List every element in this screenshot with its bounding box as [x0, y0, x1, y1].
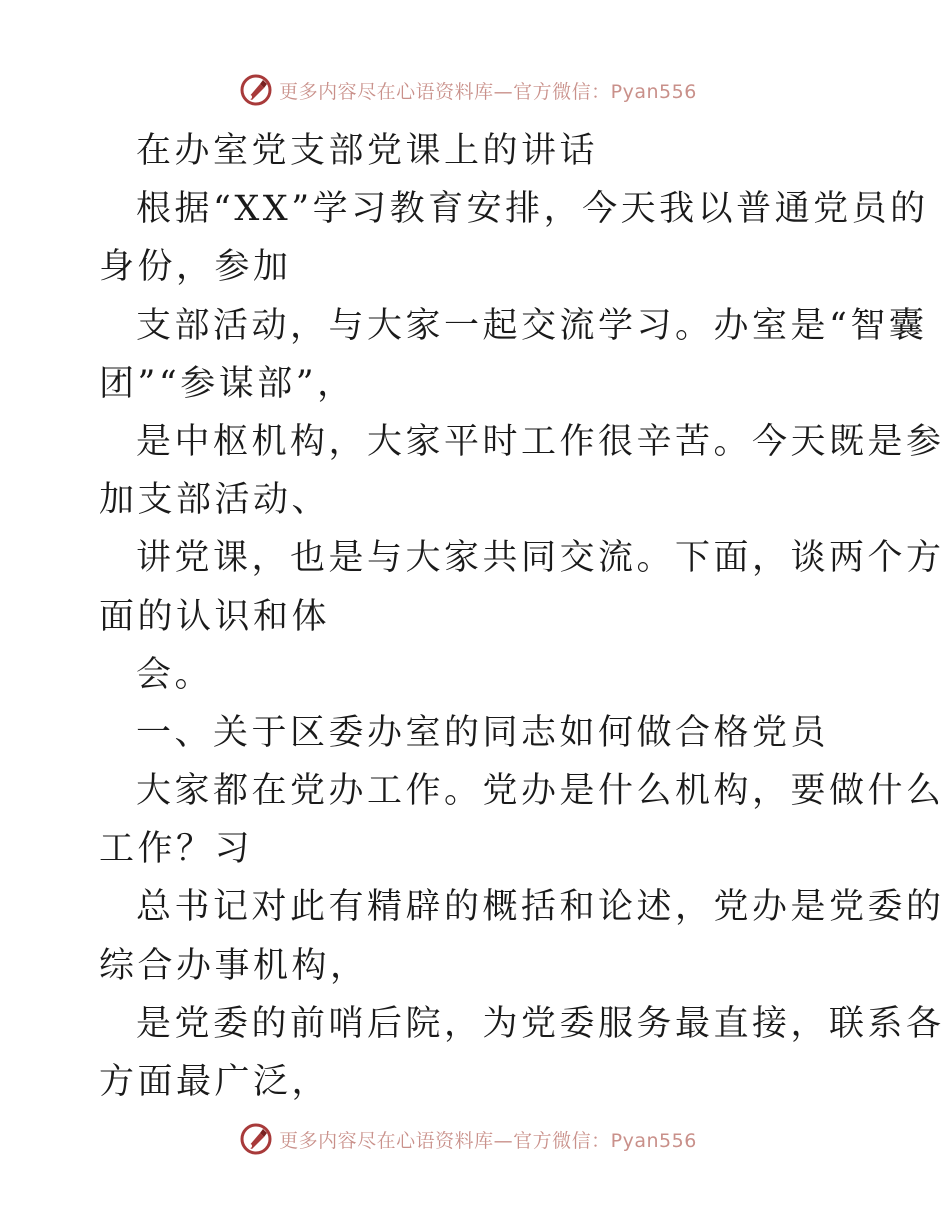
banner-text: 更多内容尽在心语资料库—官方微信：Pyan556	[279, 80, 697, 103]
pen-logo-icon	[239, 1122, 273, 1156]
paragraph-line: 讲党课，也是与大家共同交流。下面，谈两个方	[136, 538, 945, 579]
paragraph-line: 会。	[136, 654, 214, 695]
banner-text: 更多内容尽在心语资料库—官方微信：Pyan556	[279, 1129, 697, 1152]
paragraph-line: 支部活动，与大家一起交流学习。办室是“智囊	[136, 305, 928, 346]
paragraph-line: 是党委的前哨后院，为党委服务最直接，联系各	[136, 1003, 945, 1044]
section-heading-line: 一、关于区委办室的同志如何做合格党员	[136, 712, 830, 753]
paragraph-line: 根据“XX”学习教育安排，今天我以普通党员的	[136, 189, 929, 230]
paragraph-line: 身份，参加	[99, 247, 292, 288]
header-watermark-banner	[0, 70, 950, 110]
paragraph-line: 方面最广泛，	[99, 1062, 331, 1102]
paragraph-line: 总书记对此有精辟的概括和论述，党办是党委的	[136, 887, 945, 928]
document-body	[99, 122, 945, 1111]
pen-logo-icon	[239, 73, 273, 107]
paragraph-line: 面的认识和体	[99, 596, 331, 637]
paragraph-line: 是中枢机构，大家平时工作很辛苦。今天既是参	[136, 421, 945, 462]
paragraph-line: 工作？习	[99, 829, 254, 870]
paragraph-line: 综合办事机构，	[99, 945, 369, 986]
paragraph-line: 大家都在党办工作。党办是什么机构，要做什么	[136, 771, 945, 812]
paragraph-line: 团”“参谋部”，	[99, 363, 356, 404]
footer-watermark-banner	[0, 1119, 950, 1159]
doc-title-line: 在办室党支部党课上的讲话	[136, 131, 599, 171]
paragraph-line: 加支部活动、	[99, 480, 331, 521]
